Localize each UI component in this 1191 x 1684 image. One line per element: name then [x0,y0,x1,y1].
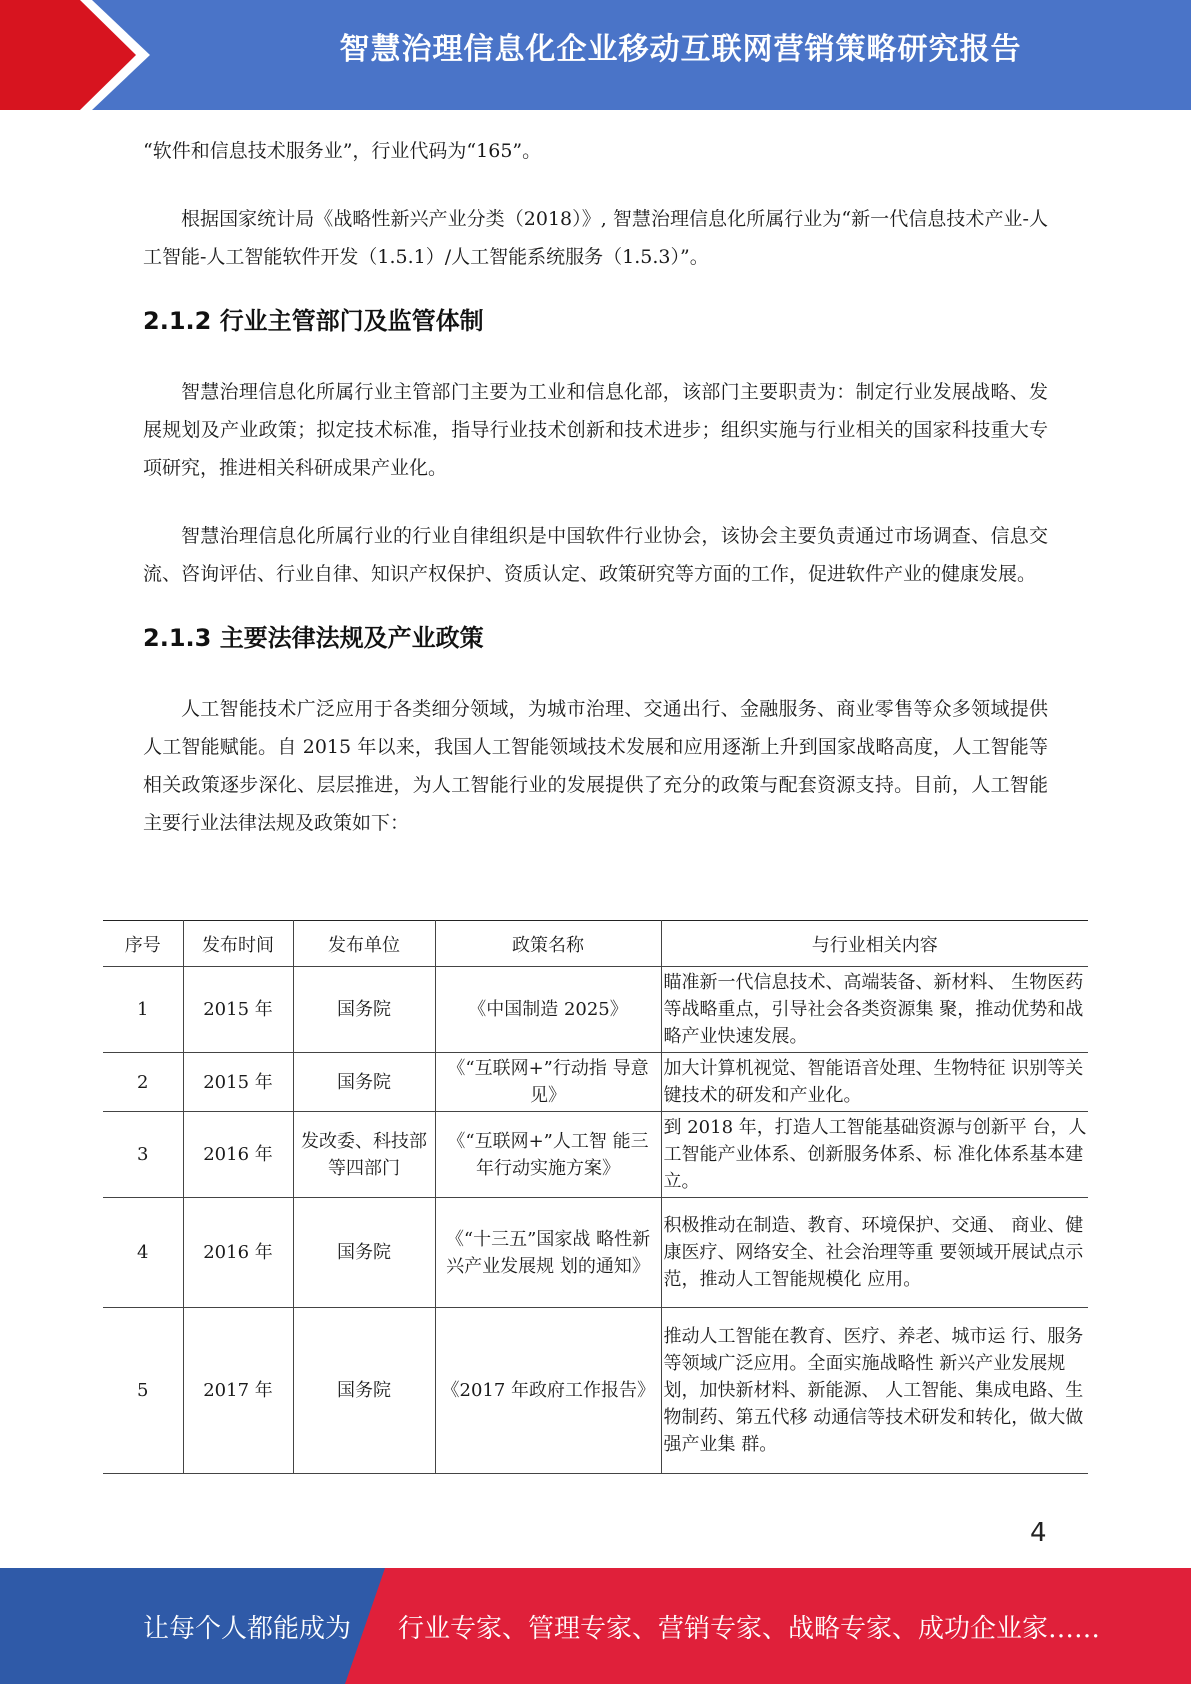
table-row [103,1112,1088,1198]
cell-content: 积极推动在制造、教育、环境保护、交通、 商业、健康医疗、网络安全、社会治理等重 要领域开展试点示范，推动人工智能规模化 应用。 [661,1198,1088,1308]
paragraph-association: 智慧治理信息化所属行业的行业自律组织是中国软件行业协会，该协会主要负责通过市场调查、信息交流、咨询评估、行业自律、知识产权保护、资质认定、政策研究等方面的工作，促进软件产业的健康发展。 [143,525,1048,585]
cell-name: 《“十三五”国家战 略性新兴产业发展规 划的通知》 [435,1198,661,1308]
cell-time: 2016 年 [183,1112,293,1198]
header-name: 政策名称 [435,921,661,967]
policy-table [103,920,1088,1474]
cell-unit: 发改委、科技部等四部门 [293,1112,435,1198]
cell-name: 《中国制造 2025》 [435,967,661,1053]
paragraph-regulator: 智慧治理信息化所属行业主管部门主要为工业和信息化部，该部门主要职责为：制定行业发展战略、发展规划及产业政策；拟定技术标准，指导行业技术创新和技术进步；组织实施与行业相关的国家科技重大专项研究，推进相关科研成果产业化。 [143,381,1048,479]
cell-time: 2015 年 [183,967,293,1053]
section-heading-2-1-2: 2.1.2 行业主管部门及监管体制 [143,307,484,335]
cell-content: 加大计算机视觉、智能语音处理、生物特征 识别等关键技术的研发和产业化。 [661,1053,1088,1112]
cell-content: 推动人工智能在教育、医疗、养老、城市运 行、服务等领域广泛应用。全面实施战略性 新兴产业发展规划，加快新材料、新能源、 人工智能、集成电路、生物制药、第五代移 动通信等技术研发和转化，做大做强产业集 群。 [661,1308,1088,1474]
cell-content: 瞄准新一代信息技术、高端装备、新材料、 生物医药等战略重点，引导社会各类资源集 聚，推动优势和战略产业快速发展。 [661,967,1088,1053]
table-row [103,967,1088,1053]
cell-no: 4 [103,1198,183,1308]
header-time: 发布时间 [183,921,293,967]
page-header [0,0,1191,110]
cell-content: 到 2018 年，打造人工智能基础资源与创新平 台，人工智能产业体系、创新服务体系、标 准化体系基本建立。 [661,1112,1088,1198]
table-header-row [103,921,1088,967]
policy-table-container [103,920,1088,1474]
page-footer [0,1568,1191,1684]
cell-unit: 国务院 [293,1198,435,1308]
cell-no: 1 [103,967,183,1053]
paragraph-industry-code: “软件和信息技术服务业”，行业代码为“165”。 [143,140,542,162]
cell-no: 5 [103,1308,183,1474]
table-row [103,1198,1088,1308]
cell-no: 3 [103,1112,183,1198]
header-no: 序号 [103,921,183,967]
cell-no: 2 [103,1053,183,1112]
cell-time: 2015 年 [183,1053,293,1112]
footer-slogan-right: 行业专家、管理专家、营销专家、战略专家、成功企业家…… [398,1614,1101,1644]
section-heading-2-1-3: 2.1.3 主要法律法规及产业政策 [143,624,484,652]
document-body [143,132,1048,842]
cell-unit: 国务院 [293,1308,435,1474]
footer-slogan-left: 让每个人都能成为 [143,1614,352,1644]
header-unit: 发布单位 [293,921,435,967]
cell-time: 2016 年 [183,1198,293,1308]
table-row [103,1053,1088,1112]
cell-name: 《2017 年政府工作报告》 [435,1308,661,1474]
cell-time: 2017 年 [183,1308,293,1474]
page-number: 4 [1030,1518,1047,1548]
cell-name: 《“互联网+”人工智 能三年行动实施方案》 [435,1112,661,1198]
cell-unit: 国务院 [293,967,435,1053]
table-row [103,1308,1088,1474]
cell-unit: 国务院 [293,1053,435,1112]
report-title: 智慧治理信息化企业移动互联网营销策略研究报告 [339,32,1022,67]
cell-name: 《“互联网+”行动指 导意见》 [435,1053,661,1112]
paragraph-classification: 根据国家统计局《战略性新兴产业分类（2018）》, 智慧治理信息化所属行业为“新一代信息技术产业-人工智能-人工智能软件开发（1.5.1）/人工智能系统服务（1.5.3）”。 [143,208,1048,268]
paragraph-ai-policy: 人工智能技术广泛应用于各类细分领域，为城市治理、交通出行、金融服务、商业零售等众多领域提供人工智能赋能。自 2015 年以来，我国人工智能领域技术发展和应用逐渐上升到国家战略高度，人工智能等相关政策逐步深化、层层推进，为人工智能行业的发展提供了充分的政策与配套资源支持。目前，人工智能主要行业法律法规及政策如下： [143,698,1048,834]
header-content: 与行业相关内容 [661,921,1088,967]
header-chevron-decoration [0,0,160,110]
